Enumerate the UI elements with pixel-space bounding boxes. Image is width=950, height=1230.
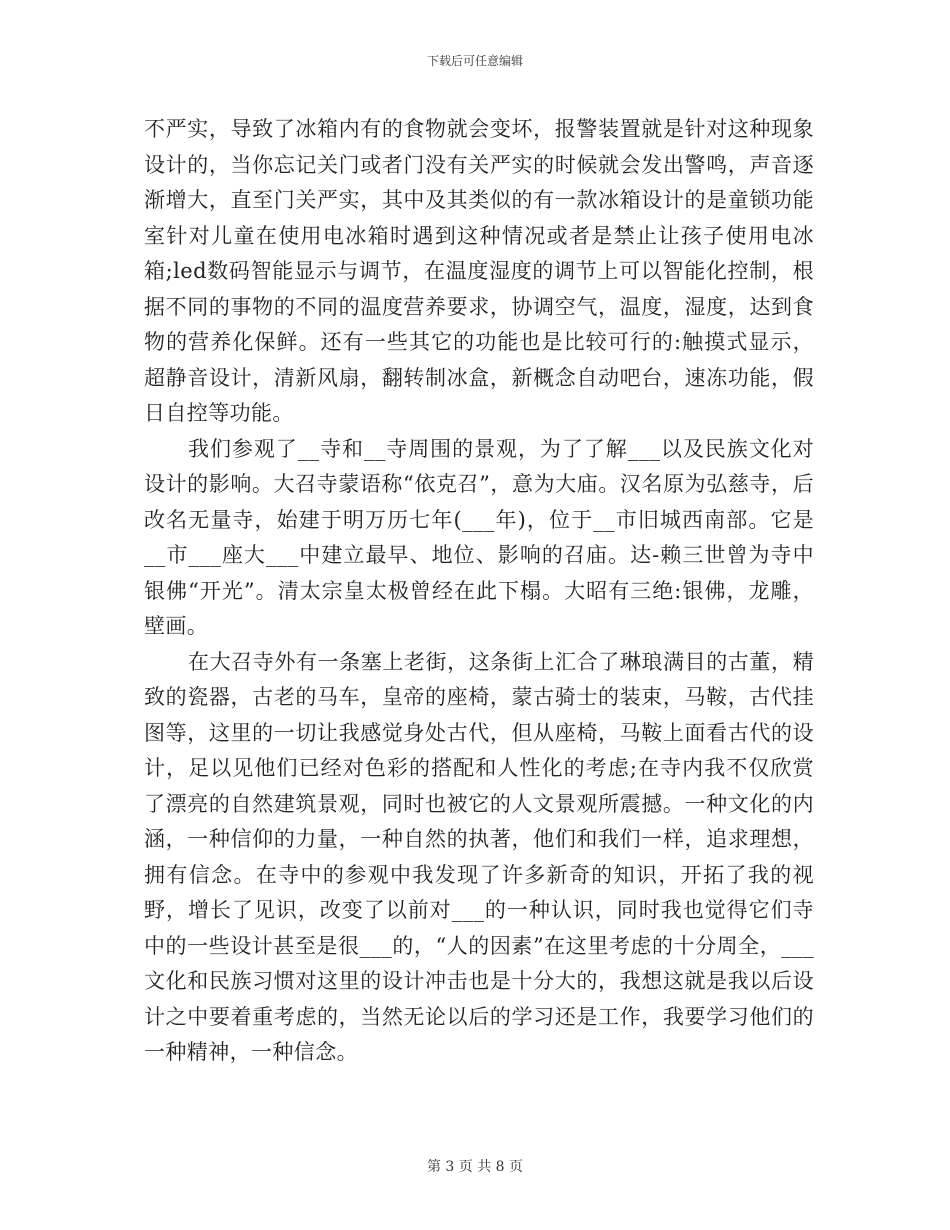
page-header: 下载后可任意编辑 (426, 54, 523, 68)
paragraph-continuation: 不严实，导致了冰箱内有的食物就会变坏，报警装置就是针对这种现象设计的，当你忘记关门或者门没有关严实的时候就会发出警鸣，声音逐渐增大，直至门关严实，其中及其类似的有一款冰箱设计的是童锁功能室针对儿童在使用电冰箱时遇到这种情况或者是禁止让孩子使用电冰箱;led数码智能显示与调节，在温度湿度的调节上可以智能化控制，根据不同的事物的不同的温度营养要求，协调空气，温度，湿度，达到食物的营养化保鲜。还有一些其它的功能也是比较可行的:触摸式显示，超静音设计，清新风扇，翻转制冰盒，新概念自动吧台，速冻功能，假日自控等功能。 (144, 117, 814, 425)
page-number: 第 3 页 共 8 页 (426, 1159, 524, 1175)
paragraph-temple-visit: 我们参观了__寺和__寺周围的景观，为了了解___以及民族文化对设计的影响。大召寺蒙语称“依克召”，意为大庙。汉名原为弘慈寺，后改名无量寺，始建于明万历七年(___年)，位于__市旧城西南部。它是__市___座大___中建立最早、地位、影响的召庙。达-赖三世曾为寺中银佛“开光”。清太宗皇太极曾经在此下榻。大昭有三绝:银佛，龙雕，壁画。 (144, 436, 814, 638)
paragraph-old-street: 在大召寺外有一条塞上老街，这条街上汇合了琳琅满目的古董，精致的瓷器，古老的马车，皇帝的座椅，蒙古骑士的装束，马鞍，古代挂图等，这里的一切让我感觉身处古代，但从座椅，马鞍上面看古代的设计，足以见他们已经对色彩的搭配和人性化的考虑;在寺内我不仅欣赏了漂亮的自然建筑景观，同时也被它的人文景观所震撼。一种文化的内涵，一种信仰的力量，一种自然的执著，他们和我们一样，追求理想，拥有信念。在寺中的参观中我发现了许多新奇的知识，开拓了我的视野，增长了见识，改变了以前对___的一种认识，同时我也觉得它们寺中的一些设计甚至是很___的，“人的因素”在这里考虑的十分周全，___文化和民族习惯对这里的设计冲击也是十分大的，我想这就是我以后设计之中要着重考虑的，当然无论以后的学习还是工作，我要学习他们的一种精神，一种信念。 (144, 649, 814, 1064)
document-body (144, 112, 814, 1071)
